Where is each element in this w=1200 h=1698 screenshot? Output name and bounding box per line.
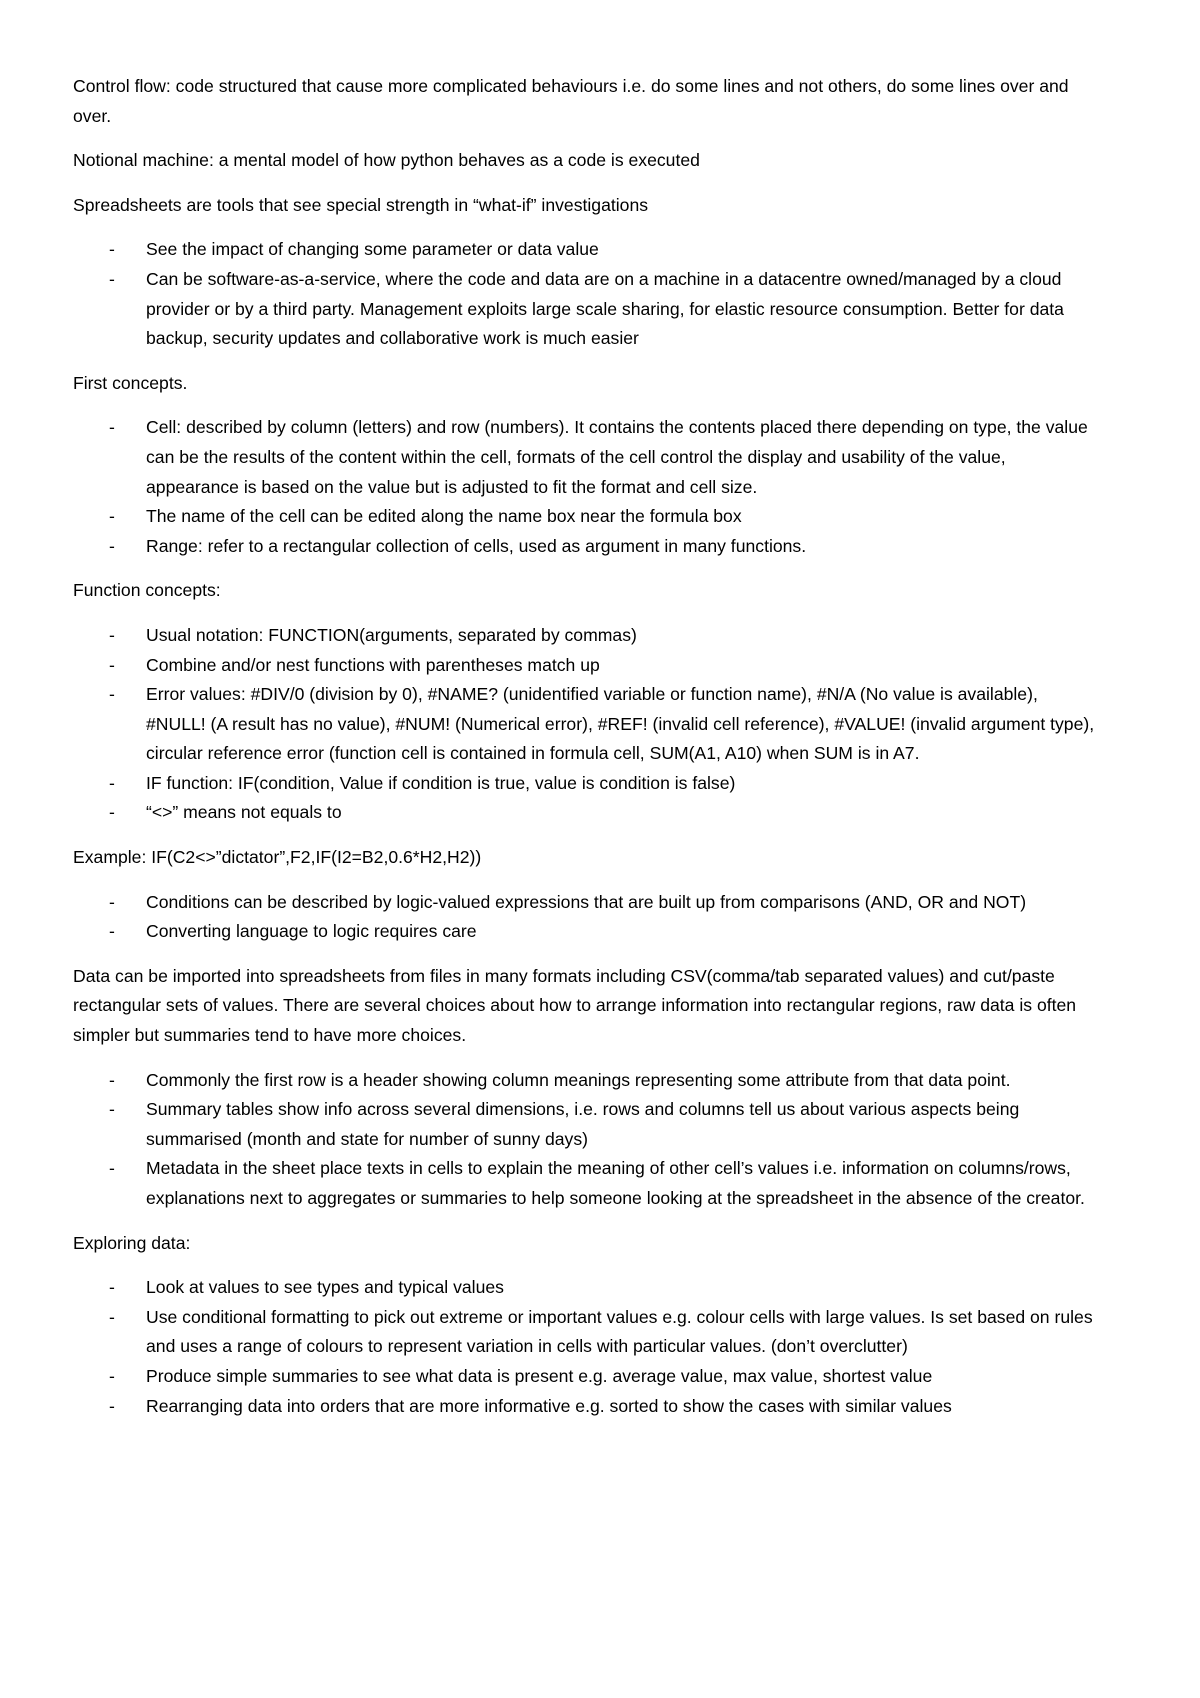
list-item-text: Range: refer to a rectangular collection of cells, used as argument in many functions. xyxy=(146,535,807,556)
bullet-dash: - xyxy=(109,268,115,289)
bullet-list-spreadsheets xyxy=(73,235,1100,353)
bullet-dash: - xyxy=(109,1158,115,1179)
list-item xyxy=(73,532,1100,562)
list-item-text: The name of the cell can be edited along the name box near the formula box xyxy=(146,506,742,527)
bullet-dash: - xyxy=(109,1306,115,1327)
list-item xyxy=(73,413,1100,502)
heading-exploring-data: Exploring data: xyxy=(73,1232,191,1253)
list-item-text: See the impact of changing some parameter or data value xyxy=(146,239,599,260)
list-item-text: Summary tables show info across several dimensions, i.e. rows and columns tell us about various aspects being summarised (month and state for number of sunny days) xyxy=(146,1099,1020,1149)
list-item-text: Usual notation: FUNCTION(arguments, separated by commas) xyxy=(146,624,637,645)
list-item-text: Conditions can be described by logic-valued expressions that are built up from comparisons (AND, OR and NOT) xyxy=(146,891,1027,912)
bullet-dash: - xyxy=(109,535,115,556)
bullet-dash: - xyxy=(109,654,115,675)
list-item-text: Can be software-as-a-service, where the code and data are on a machine in a datacentre owned/managed by a cloud provider or by a third party. Management exploits large scale sharing, for elastic resource consumption. Better for data backup, security updates and collaborative work is much easier xyxy=(146,268,1064,349)
list-item-text: Converting language to logic requires care xyxy=(146,921,477,942)
paragraph-example: Example: IF(C2<>”dictator”,F2,IF(I2=B2,0.6*H2,H2)) xyxy=(73,847,482,868)
list-item-text: “<>” means not equals to xyxy=(146,802,342,823)
list-item xyxy=(73,1066,1100,1096)
list-item-text: Commonly the first row is a header showing column meanings representing some attribute from that data point. xyxy=(146,1069,1011,1090)
list-item xyxy=(73,1392,1100,1422)
list-item-text: Rearranging data into orders that are more informative e.g. sorted to show the cases with similar values xyxy=(146,1395,952,1416)
list-item-text: IF function: IF(condition, Value if condition is true, value is condition is false) xyxy=(146,772,736,793)
bullet-dash: - xyxy=(109,1277,115,1298)
bullet-dash: - xyxy=(109,1069,115,1090)
bullet-list-data-layout xyxy=(73,1066,1100,1214)
bullet-list-exploring-data xyxy=(73,1273,1100,1421)
list-item xyxy=(73,621,1100,651)
list-item-text: Metadata in the sheet place texts in cells to explain the meaning of other cell’s values i.e. information on columns/rows, explanations next to aggregates or summaries to help someone looking at the spreadsheet in the absence of the creator. xyxy=(146,1158,1085,1208)
list-item xyxy=(73,680,1100,769)
list-item-text: Use conditional formatting to pick out extreme or important values e.g. colour cells with large values. Is set based on rules and uses a range of colours to represent variation in cells with particular values. (don’t overclutter) xyxy=(146,1306,1093,1357)
list-item xyxy=(73,1273,1100,1303)
list-item xyxy=(73,1095,1100,1154)
list-item xyxy=(73,1303,1100,1362)
bullet-dash: - xyxy=(109,624,115,645)
bullet-list-first-concepts xyxy=(73,413,1100,561)
bullet-dash: - xyxy=(109,772,115,793)
bullet-list-conditions xyxy=(73,888,1100,947)
paragraph-control-flow: Control flow: code structured that cause more complicated behaviours i.e. do some lines and not others, do some lines over and over. xyxy=(73,76,1069,126)
paragraph-data-import: Data can be imported into spreadsheets from files in many formats including CSV(comma/tab separated values) and cut/paste rectangular sets of values. There are several choices about how to arrange information into rectangular regions, raw data is often simpler but summaries tend to have more choices. xyxy=(73,965,1077,1046)
list-item xyxy=(73,235,1100,265)
bullet-dash: - xyxy=(109,1099,115,1120)
list-item-text: Look at values to see types and typical values xyxy=(146,1277,504,1298)
bullet-dash: - xyxy=(109,802,115,823)
list-item-text: Produce simple summaries to see what data is present e.g. average value, max value, shortest value xyxy=(146,1365,933,1386)
list-item-text: Error values: #DIV/0 (division by 0), #NAME? (unidentified variable or function name), #N/A (No value is available), #NULL! (A result has no value), #NUM! (Numerical error), #REF! (invalid cell reference), #VALUE! (invalid argument type), circular reference error (function cell is contained in formula cell, SUM(A1, A10) when SUM is in A7. xyxy=(146,684,1095,764)
paragraph-notional-machine: Notional machine: a mental model of how python behaves as a code is executed xyxy=(73,150,700,171)
bullet-dash: - xyxy=(109,1365,115,1386)
heading-first-concepts: First concepts. xyxy=(73,372,188,393)
bullet-dash: - xyxy=(109,684,115,705)
bullet-dash: - xyxy=(109,239,115,260)
list-item xyxy=(73,888,1100,918)
paragraph-spreadsheets: Spreadsheets are tools that see special strength in “what-if” investigations xyxy=(73,194,649,215)
list-item xyxy=(73,769,1100,799)
bullet-dash: - xyxy=(109,891,115,912)
bullet-dash: - xyxy=(109,506,115,527)
list-item xyxy=(73,917,1100,947)
list-item-text: Combine and/or nest functions with parentheses match up xyxy=(146,654,600,675)
list-item xyxy=(73,798,1100,828)
list-item xyxy=(73,265,1100,354)
bullet-dash: - xyxy=(109,417,115,438)
heading-function-concepts: Function concepts: xyxy=(73,580,221,601)
list-item xyxy=(73,1362,1100,1392)
bullet-list-function-concepts xyxy=(73,621,1100,828)
list-item xyxy=(73,502,1100,532)
bullet-dash: - xyxy=(109,921,115,942)
list-item xyxy=(73,1154,1100,1213)
list-item xyxy=(73,651,1100,681)
bullet-dash: - xyxy=(109,1395,115,1416)
list-item-text: Cell: described by column (letters) and row (numbers). It contains the contents placed there depending on type, the value can be the results of the content within the cell, formats of the cell control the display and usability of the value, appearance is based on the value but is adjusted to fit the format and cell size. xyxy=(146,417,1088,497)
